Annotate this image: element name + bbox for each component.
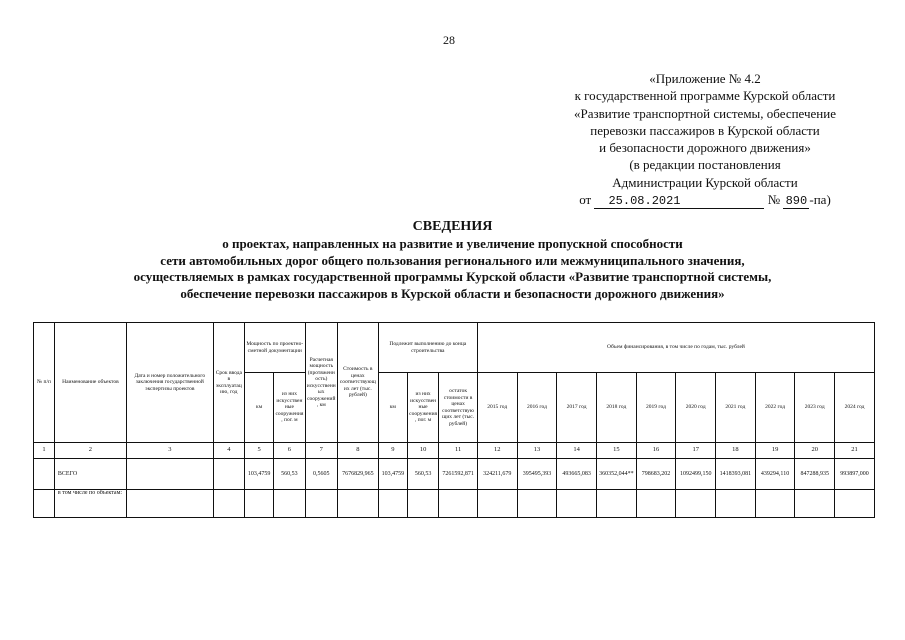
header-capacity-km: км	[245, 373, 274, 443]
number-label: №	[767, 192, 781, 208]
column-number: 19	[755, 443, 795, 459]
header-rem-cost: остаток стоимости в ценах соответствующих лет (тыс. рублей)	[439, 373, 478, 443]
header-capacity: Мощность по проектно-сметной документации	[245, 323, 306, 373]
total-num	[34, 459, 55, 490]
total-year-value: 993897,000	[835, 459, 875, 490]
table-cell	[636, 490, 676, 518]
appendix-line-6: (в редакции постановления	[629, 157, 781, 173]
column-number: 3	[126, 443, 213, 459]
column-number: 13	[517, 443, 557, 459]
table-cell	[477, 490, 517, 518]
total-cost: 7676829,965	[337, 459, 378, 490]
total-rem-km: 103,4759	[378, 459, 407, 490]
column-number: 4	[213, 443, 244, 459]
column-number: 2	[54, 443, 126, 459]
header-year: 2022 год	[755, 373, 795, 443]
header-expertise: Дата и номер положительного заключения государственной экспертизы проектов	[126, 323, 213, 443]
column-number: 15	[596, 443, 636, 459]
table-cell	[34, 490, 55, 518]
column-number: 7	[305, 443, 337, 459]
header-remaining: Подлежит выполнению до конца строительства	[378, 323, 477, 373]
table-cell	[213, 490, 244, 518]
appendix-line-1: «Приложение № 4.2	[649, 71, 761, 86]
total-year-value: 360352,044**	[596, 459, 636, 490]
appendix-line-3: «Развитие транспортной системы, обеспечение	[574, 105, 836, 121]
header-name: Наименование объектов	[54, 323, 126, 443]
header-num: № п/п	[34, 323, 55, 443]
table-cell	[795, 490, 835, 518]
decree-number: 890	[783, 195, 809, 209]
table-cell	[716, 490, 756, 518]
table-cell	[305, 490, 337, 518]
header-year: 2017 год	[557, 373, 597, 443]
table-cell	[439, 490, 478, 518]
from-label: от	[579, 192, 592, 208]
appendix-line-4: перевозки пассажиров в Курской области	[590, 122, 820, 138]
document-subtitle	[60, 236, 845, 302]
appendix-line-2: к государственной программе Курской области	[574, 88, 836, 104]
total-year-value: 798683,202	[636, 459, 676, 490]
total-year-value: 439294,110	[755, 459, 795, 490]
column-number: 16	[636, 443, 676, 459]
header-year: 2018 год	[596, 373, 636, 443]
header-year: 2020 год	[676, 373, 716, 443]
column-number: 21	[835, 443, 875, 459]
header-year: 2015 год	[477, 373, 517, 443]
column-number: 9	[378, 443, 407, 459]
total-calc-capacity: 0,5605	[305, 459, 337, 490]
table-cell	[274, 490, 305, 518]
appendix-date-line	[520, 191, 890, 209]
projects-table	[33, 322, 875, 518]
subtitle-line-4: обеспечение перевозки пассажиров в Курской области и безопасности дорожного движения»	[180, 285, 725, 301]
table-cell	[755, 490, 795, 518]
subtitle-line-1: о проектах, направленных на развитие и увеличение пропускной способности	[222, 236, 683, 251]
total-capacity-art: 560,53	[274, 459, 305, 490]
column-number: 18	[716, 443, 756, 459]
including-label: в том числе по объектам:	[54, 490, 126, 518]
table-cell	[557, 490, 597, 518]
subtitle-line-3: осуществляемых в рамках государственной программы Курской области «Развитие транспортной системы,	[133, 269, 772, 284]
decree-suffix: -па)	[809, 192, 831, 208]
total-expertise	[126, 459, 213, 490]
table-cell	[596, 490, 636, 518]
table-cell	[245, 490, 274, 518]
table-cell	[835, 490, 875, 518]
table-cell	[126, 490, 213, 518]
header-capacity-art: из них искусственные сооружения, пог. м	[274, 373, 305, 443]
total-year-value: 1092499,150	[676, 459, 716, 490]
page-number: 28	[443, 33, 455, 47]
total-year-value: 395495,393	[517, 459, 557, 490]
header-financing: Объем финансирования, в том числе по годам, тыс. рублей	[477, 323, 874, 373]
decree-date: 25.08.2021	[594, 195, 764, 209]
column-number: 8	[337, 443, 378, 459]
document-title: СВЕДЕНИЯ	[412, 219, 493, 234]
total-year-value: 847288,935	[795, 459, 835, 490]
header-year: 2019 год	[636, 373, 676, 443]
total-rem-cost: 7261592,871	[439, 459, 478, 490]
table-cell	[337, 490, 378, 518]
column-number: 6	[274, 443, 305, 459]
column-number: 5	[245, 443, 274, 459]
header-calc-capacity: Расчетная мощность (протяженность) искусственных сооружений, км	[305, 323, 337, 443]
column-number: 12	[477, 443, 517, 459]
column-number: 1	[34, 443, 55, 459]
header-year: 2021 год	[716, 373, 756, 443]
table-cell	[407, 490, 438, 518]
total-capacity-km: 103,4759	[245, 459, 274, 490]
appendix-block	[520, 70, 890, 209]
total-year-value: 324211,679	[477, 459, 517, 490]
table-cell	[676, 490, 716, 518]
appendix-line-5: и безопасности дорожного движения»	[599, 140, 811, 156]
header-rem-art: из них искусственные сооружения, пог. м	[407, 373, 438, 443]
total-year-value: 493665,083	[557, 459, 597, 490]
total-term	[213, 459, 244, 490]
appendix-line-7: Администрации Курской области	[612, 174, 798, 190]
total-year-value: 1418393,081	[716, 459, 756, 490]
header-term: Срок ввода в эксплуатацию, год	[213, 323, 244, 443]
subtitle-line-2: сети автомобильных дорог общего пользования регионального или межмуниципального значения,	[160, 252, 745, 268]
total-rem-art: 560,53	[407, 459, 438, 490]
table-cell	[378, 490, 407, 518]
column-number: 20	[795, 443, 835, 459]
header-year: 2024 год	[835, 373, 875, 443]
table-cell	[517, 490, 557, 518]
header-year: 2023 год	[795, 373, 835, 443]
column-number: 17	[676, 443, 716, 459]
total-label: ВСЕГО	[54, 459, 126, 490]
column-number: 10	[407, 443, 438, 459]
header-year: 2016 год	[517, 373, 557, 443]
header-cost: Стоимость в ценах соответствующих лет (тыс. рублей)	[337, 323, 378, 443]
header-rem-km: км	[378, 373, 407, 443]
column-number: 14	[557, 443, 597, 459]
column-number: 11	[439, 443, 478, 459]
